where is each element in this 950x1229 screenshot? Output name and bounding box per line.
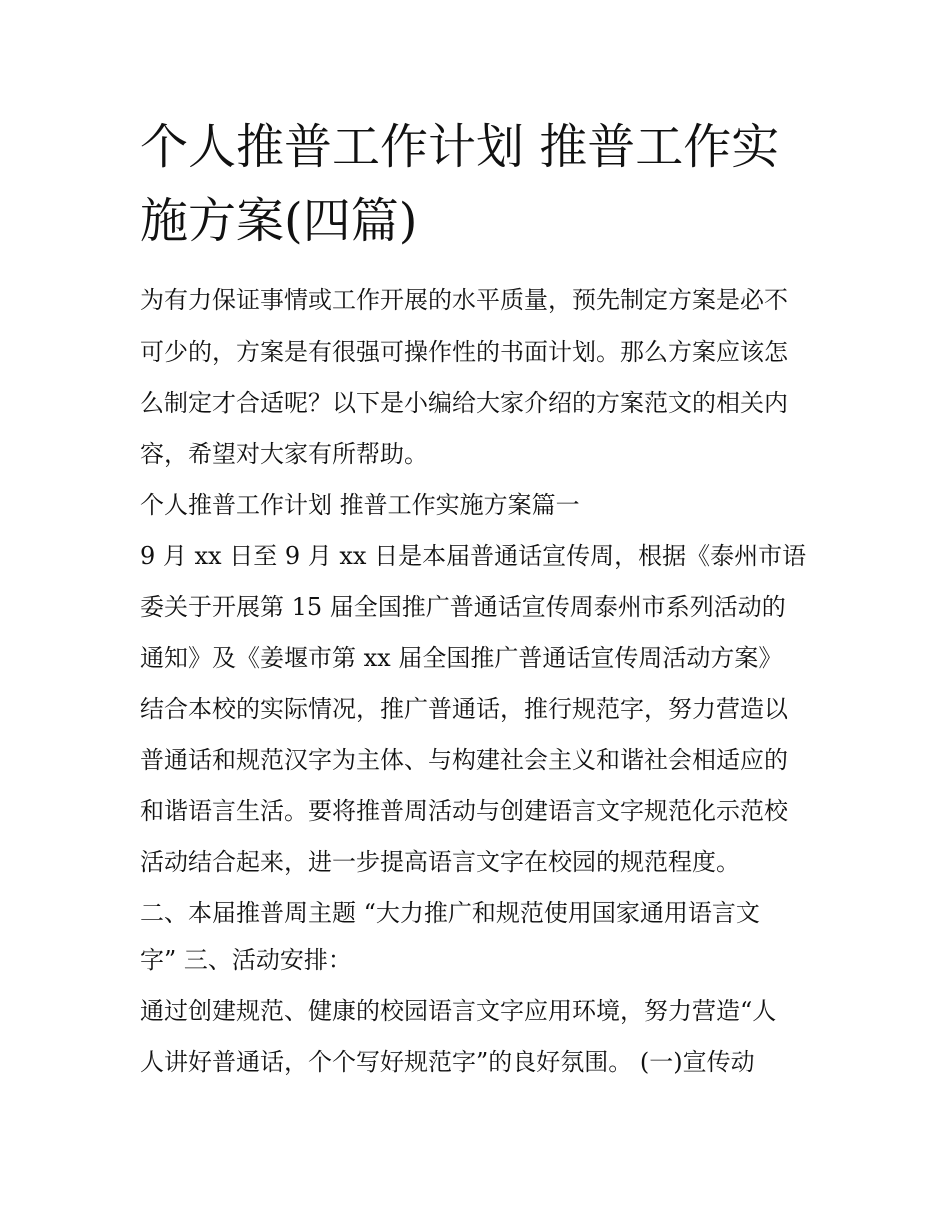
body-paragraph-line: 活动结合起来，进一步提高语言文字在校园的规范程度。 [140,848,740,876]
body-paragraph-line: 和谐语言生活。要将推普周活动与创建语言文字规范化示范校 [140,797,788,825]
title-line-2: 施方案(四篇) [140,193,418,249]
intro-paragraph-line: 为有力保证事情或工作开展的水平质量，预先制定方案是必不 [140,286,788,314]
section-heading: 个人推普工作计划 推普工作实施方案篇一 [140,491,580,519]
body-paragraph-line: 委关于开展第 15 届全国推广普通话宣传周泰州市系列活动的 [140,593,786,621]
intro-paragraph-line: 容，希望对大家有所帮助。 [140,440,428,468]
body-paragraph-line: 结合本校的实际情况，推广普通话，推行规范字，努力营造以 [140,695,788,723]
body-paragraph-line: 普通话和规范汉字为主体、与构建社会主义和谐社会相适应的 [140,746,788,774]
body-paragraph-line: 通知》及《姜堰市第 xx 届全国推广普通话宣传周活动方案》 [140,644,783,672]
theme-paragraph-line: 二、本届推普周主题 “大力推广和规范使用国家通用语言文 [140,899,760,927]
theme-paragraph-line: 字” 三、活动安排： [140,946,352,974]
body-paragraph-line: 9 月 xx 日至 9 月 xx 日是本届普通话宣传周，根据《泰州市语 [140,542,807,570]
activity-paragraph-line: 人讲好普通话，个个写好规范字”的良好氛围。 (一)宣传动 [140,1048,755,1076]
intro-paragraph-line: 可少的，方案是有很强可操作性的书面计划。那么方案应该怎 [140,338,788,366]
activity-paragraph-line: 通过创建规范、健康的校园语言文字应用环境，努力营造“人 [140,997,777,1025]
intro-paragraph-line: 么制定才合适呢？以下是小编给大家介绍的方案范文的相关内 [140,389,788,417]
title-line-1: 个人推普工作计划 推普工作实 [140,119,780,175]
document-title [140,110,820,258]
